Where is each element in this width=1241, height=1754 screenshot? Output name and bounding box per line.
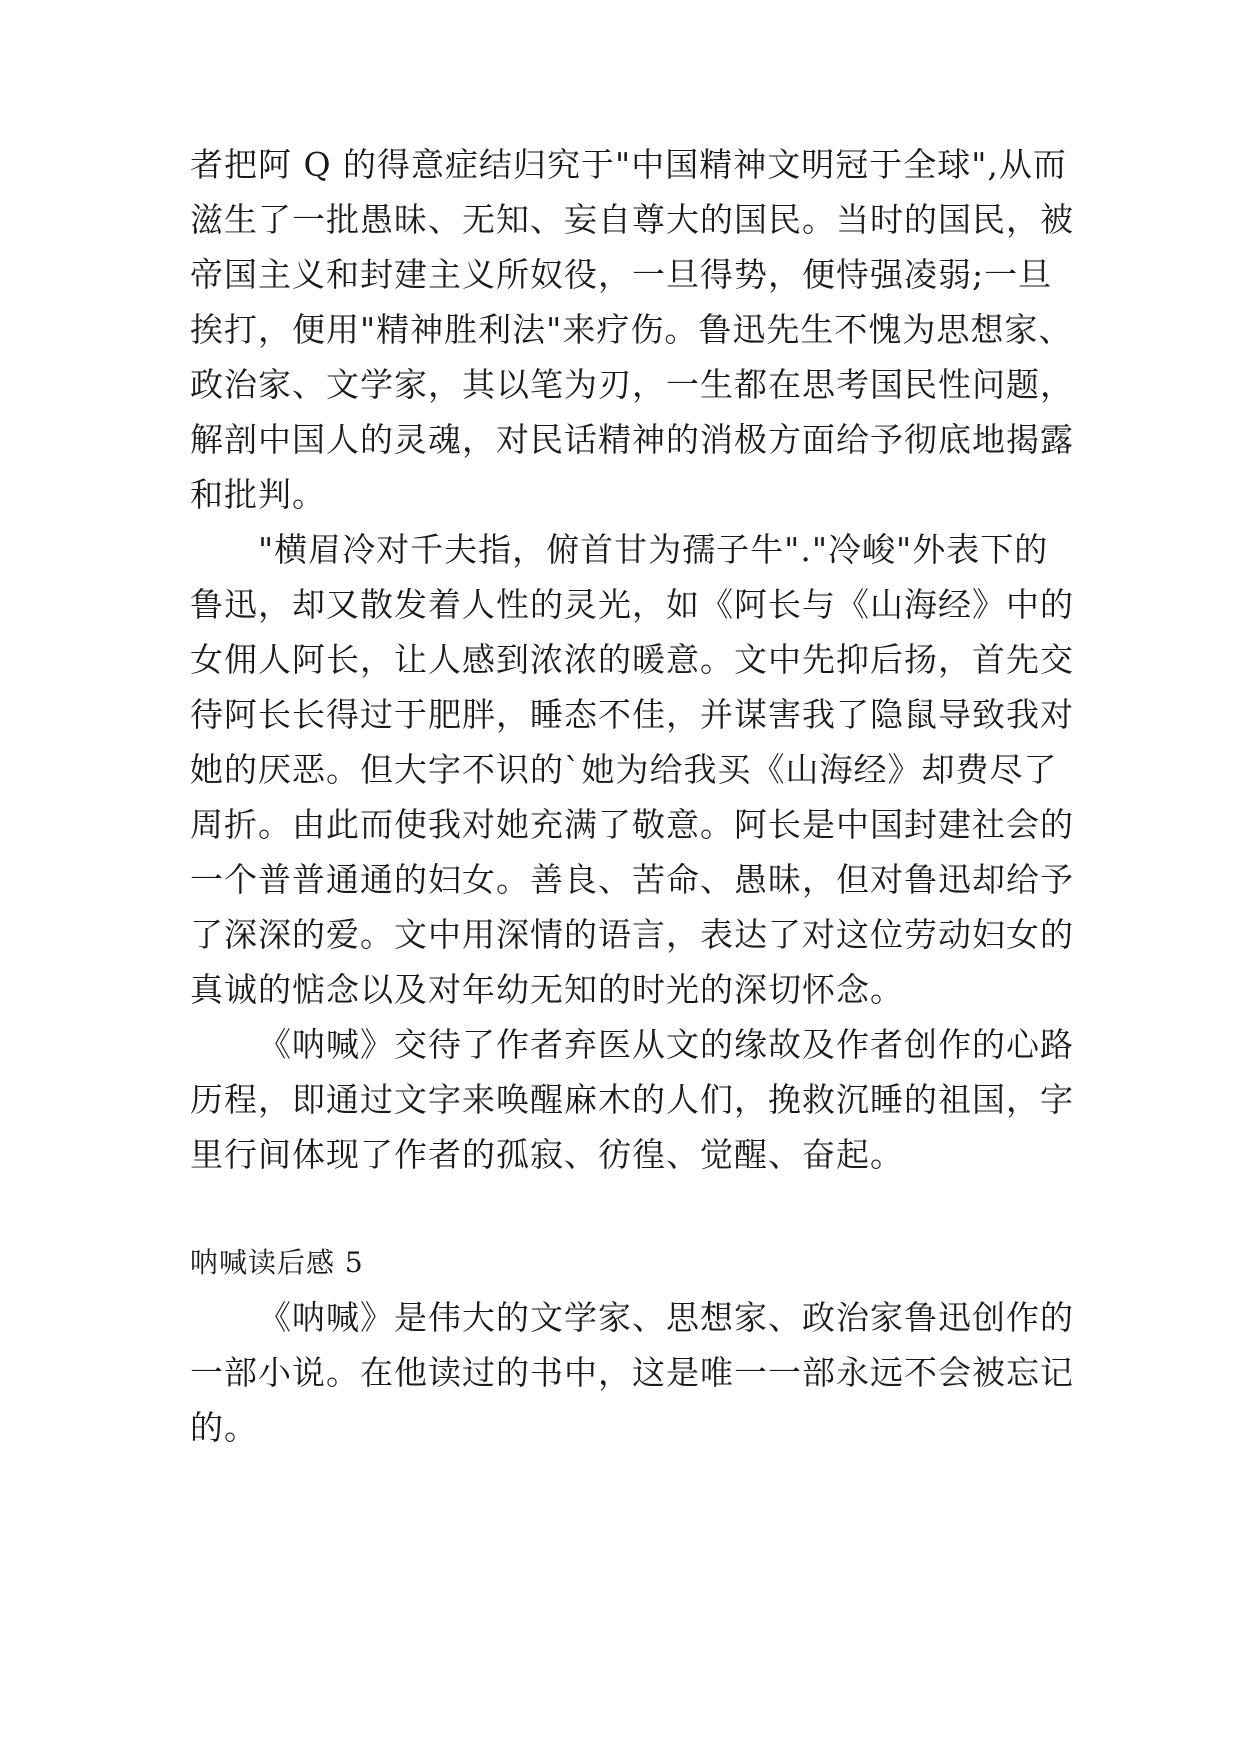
- paragraph-line: 和批判。: [190, 475, 326, 514]
- paragraph-line: 周折。由此而使我对她充满了敬意。阿长是中国封建社会的: [190, 805, 1074, 844]
- paragraph-line: 解剖中国人的灵魂，对民话精神的消极方面给予彻底地揭露: [190, 420, 1074, 459]
- paragraph-line: 《呐喊》交待了作者弃医从文的缘故及作者创作的心路: [258, 1025, 1074, 1064]
- paragraph-line: 政治家、文学家，其以笔为刃，一生都在思考国民性问题，: [190, 365, 1074, 404]
- paragraph-line: 里行间体现了作者的孤寂、彷徨、觉醒、奋起。: [190, 1135, 904, 1174]
- paragraph-line: 历程，即通过文字来唤醒麻木的人们，挽救沉睡的祖国，字: [190, 1080, 1074, 1119]
- paragraph-line: 帝国主义和封建主义所奴役，一旦得势，便恃强凌弱;一旦: [190, 255, 1053, 294]
- paragraph-line: 真诚的惦念以及对年幼无知的时光的深切怀念。: [190, 970, 904, 1009]
- paragraph-line: 待阿长长得过于肥胖，睡态不佳，并谋害我了隐鼠导致我对: [190, 695, 1074, 734]
- section-heading: 呐喊读后感 5: [190, 1246, 364, 1279]
- paragraph-line: 她的厌恶。但大字不识的`她为给我买《山海经》却费尽了: [190, 750, 1058, 789]
- paragraph-line: 的。: [190, 1408, 258, 1447]
- paragraph-line: 鲁迅，却又散发着人性的灵光，如《阿长与《山海经》中的: [190, 585, 1074, 624]
- paragraph-line: 《呐喊》是伟大的文学家、思想家、政治家鲁迅创作的: [258, 1298, 1074, 1337]
- paragraph-line: 滋生了一批愚昧、无知、妄自尊大的国民。当时的国民，被: [190, 200, 1074, 239]
- paragraph-line: 女佣人阿长，让人感到浓浓的暖意。文中先抑后扬，首先交: [190, 640, 1074, 679]
- paragraph-line: "横眉冷对千夫指，俯首甘为孺子牛"."冷峻"外表下的: [258, 530, 1049, 569]
- paragraph-line: 挨打，便用"精神胜利法"来疗伤。鲁迅先生不愧为思想家、: [190, 310, 1073, 349]
- paragraph-line: 者把阿 Q 的得意症结归究于"中国精神文明冠于全球",从而: [190, 145, 1067, 184]
- paragraph-line: 了深深的爱。文中用深情的语言，表达了对这位劳动妇女的: [190, 915, 1074, 954]
- paragraph-line: 一部小说。在他读过的书中，这是唯一一部永远不会被忘记: [190, 1353, 1074, 1392]
- paragraph-line: 一个普普通通的妇女。善良、苦命、愚昧，但对鲁迅却给予: [190, 860, 1074, 899]
